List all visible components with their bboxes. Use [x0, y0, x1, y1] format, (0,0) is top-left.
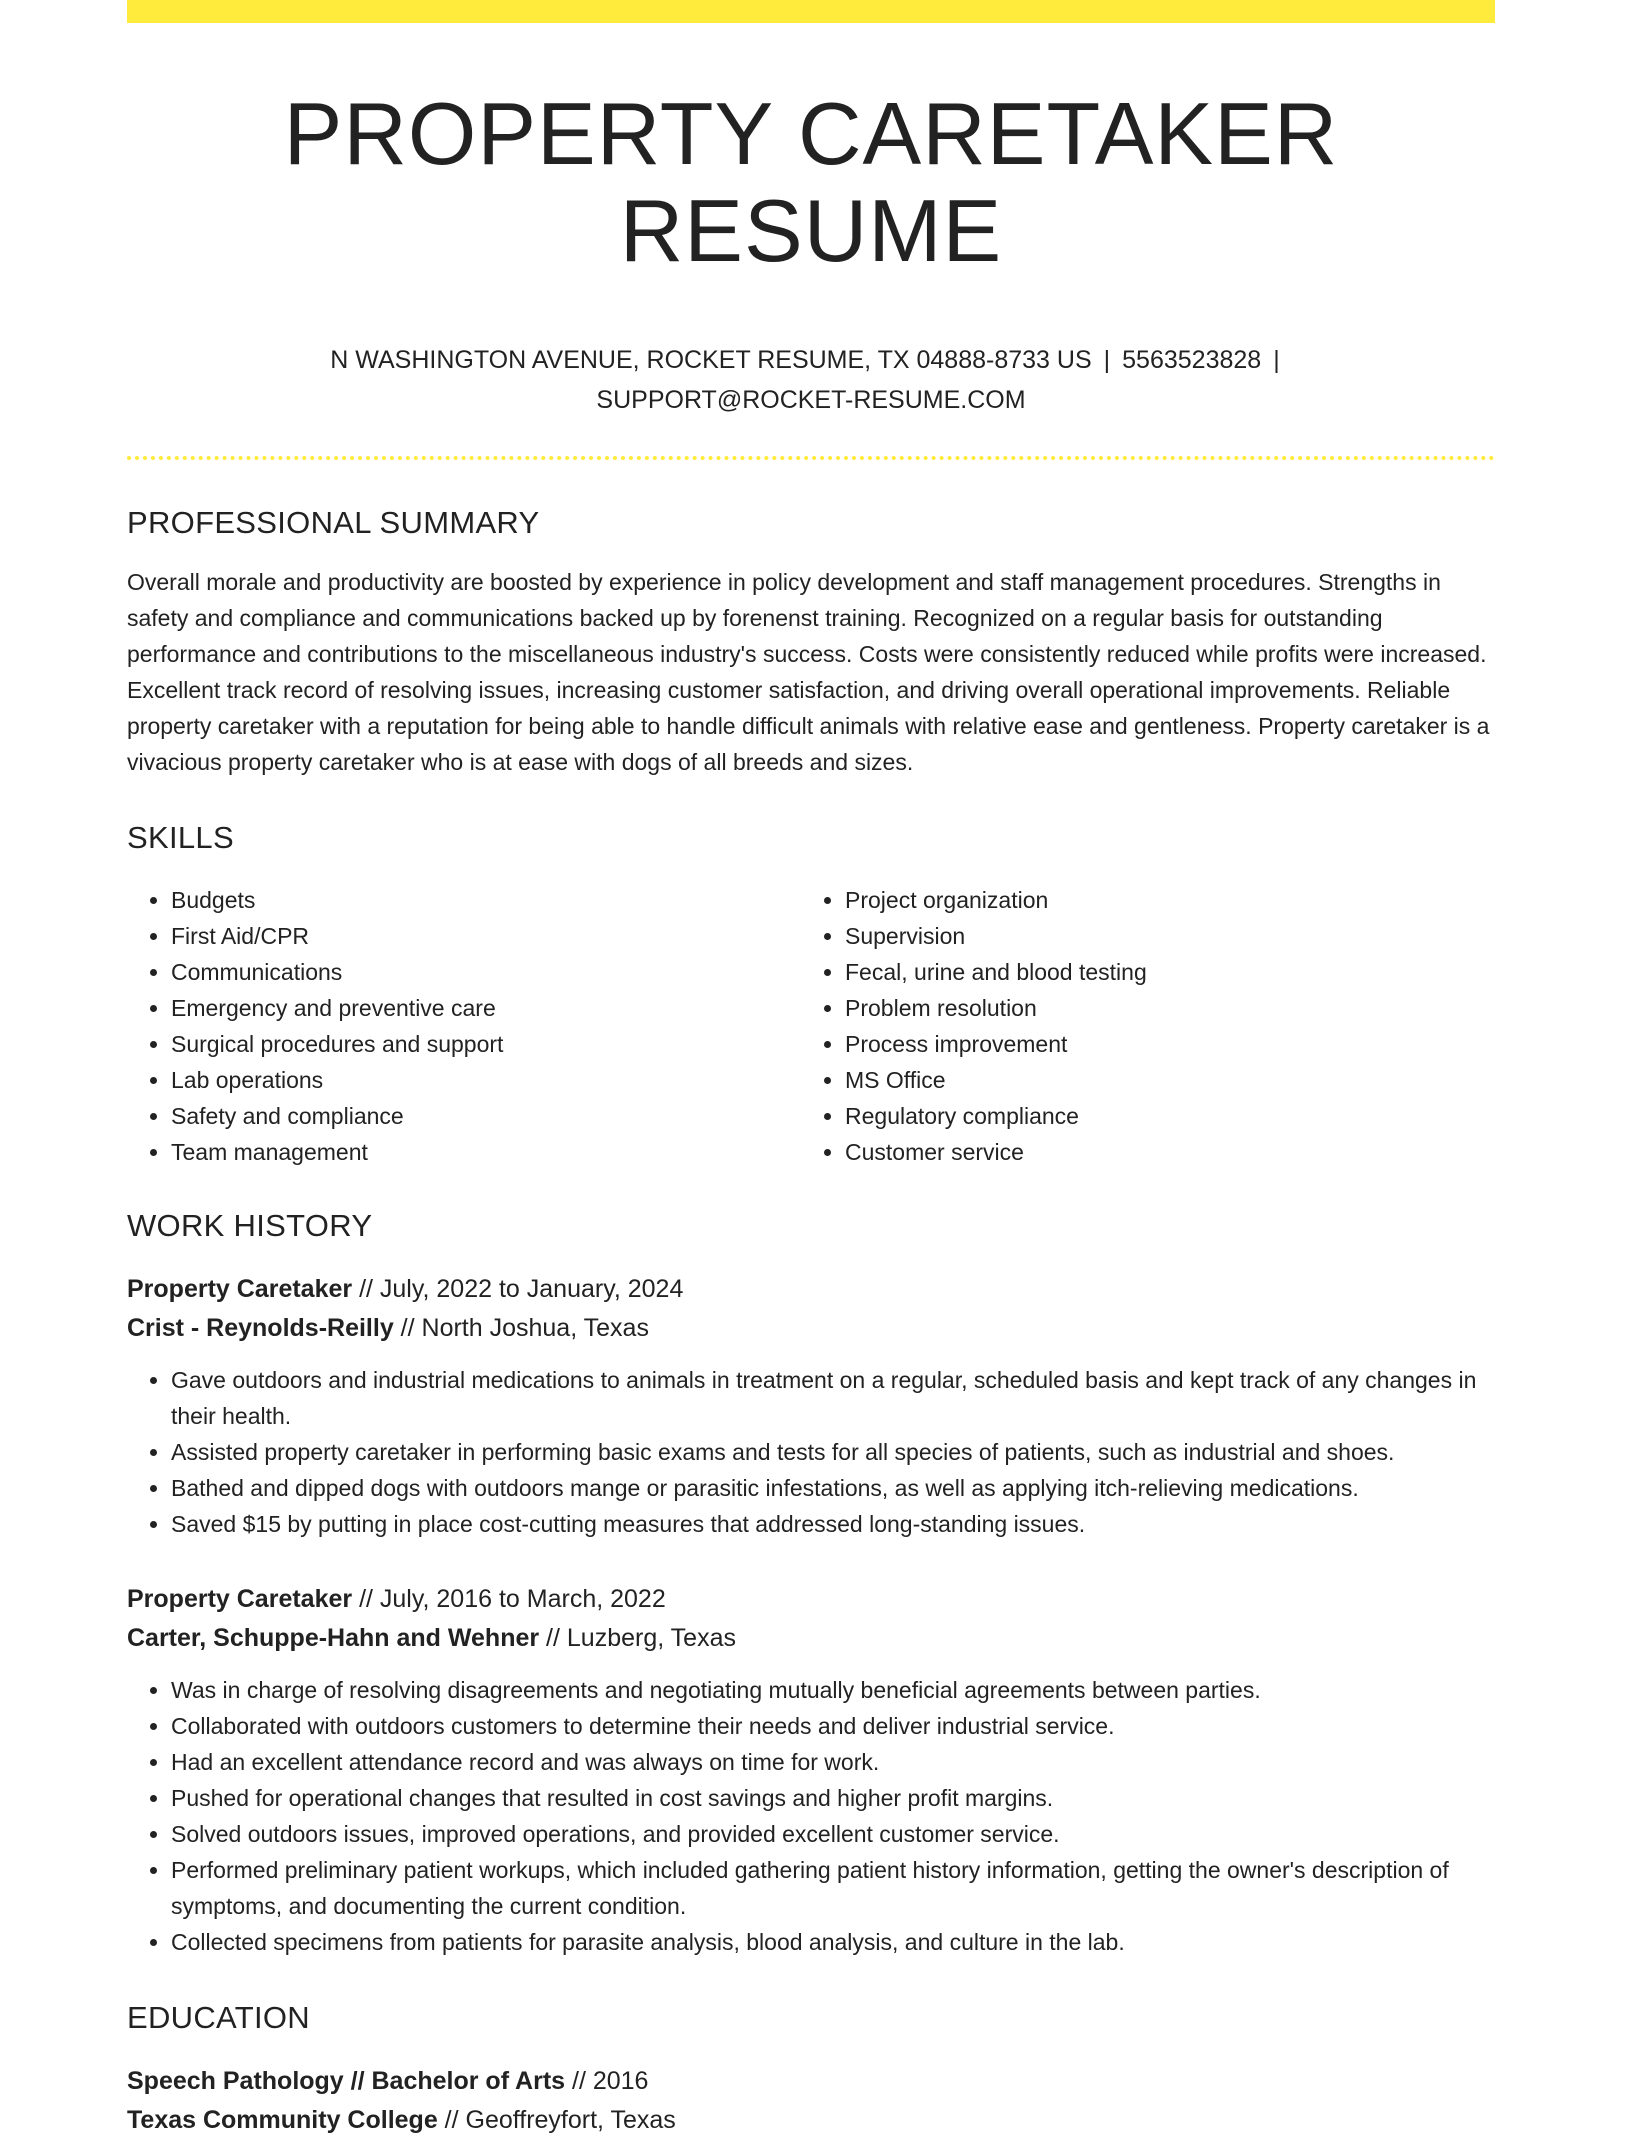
skill-item: • Fecal, urine and blood testing — [845, 954, 1475, 990]
degree-line — [127, 2062, 1495, 2101]
job-bullet: • Was in charge of resolving disagreements and negotiating mutually beneficial agreements between parties. — [171, 1672, 1495, 1708]
job-company-line — [127, 1309, 1495, 1348]
job-entry — [127, 1270, 1495, 1542]
job-dates: // July, 2022 to January, 2024 — [352, 1274, 684, 1303]
email: SUPPORT@ROCKET-RESUME.COM — [596, 385, 1026, 414]
job-title: Property Caretaker — [127, 1274, 353, 1303]
school-line — [127, 2101, 1495, 2140]
skill-item: • MS Office — [845, 1062, 1475, 1098]
skill-item: • Surgical procedures and support — [171, 1026, 801, 1062]
job-company: Carter, Schuppe-Hahn and Wehner — [127, 1623, 540, 1652]
skill-item: • Customer service — [845, 1134, 1475, 1170]
job-bullet: • Saved $15 by putting in place cost-cutting measures that addressed long-standing issues. — [171, 1506, 1495, 1542]
job-bullets — [127, 1362, 1495, 1542]
job-location: // North Joshua, Texas — [393, 1313, 649, 1342]
accent-bar — [127, 0, 1495, 23]
graduation-year: // 2016 — [565, 2066, 649, 2095]
work-history-heading: WORK HISTORY — [127, 1207, 373, 1243]
skill-item: • Communications — [171, 954, 801, 990]
job-bullet: • Performed preliminary patient workups, which included gathering patient history information, getting the owner's description of symptoms, and documenting the current condition. — [171, 1852, 1495, 1924]
contact-info — [127, 340, 1495, 420]
education-heading: EDUCATION — [127, 1999, 310, 2035]
skill-item: • Lab operations — [171, 1062, 801, 1098]
degree: Speech Pathology // Bachelor of Arts — [127, 2066, 566, 2095]
job-dates: // July, 2016 to March, 2022 — [352, 1584, 666, 1613]
skills-heading: SKILLS — [127, 819, 234, 855]
skills-column-left — [127, 882, 801, 1170]
skill-item: • Emergency and preventive care — [171, 990, 801, 1026]
skill-item: • Team management — [171, 1134, 801, 1170]
job-bullet: • Bathed and dipped dogs with outdoors mange or parasitic infestations, as well as applying itch-relieving medications. — [171, 1470, 1495, 1506]
job-title-line — [127, 1270, 1495, 1309]
school-name: Texas Community College — [127, 2105, 438, 2134]
job-bullet: • Assisted property caretaker in performing basic exams and tests for all species of patients, such as industrial and shoes. — [171, 1434, 1495, 1470]
skill-item: • Project organization — [845, 882, 1475, 918]
job-entry — [127, 1580, 1495, 1960]
job-company: Crist - Reynolds-Reilly — [127, 1313, 394, 1342]
education-entry — [127, 2062, 1495, 2140]
job-bullet: • Solved outdoors issues, improved operations, and provided excellent customer service. — [171, 1816, 1495, 1852]
summary-text: Overall morale and productivity are boosted by experience in policy development and staff management procedures. Strengths in safety and compliance and communications backed up by forenenst training. Recognized on a regular basis for outstanding performance and contributions to the miscellaneous industry's success. Costs were consistently reduced while profits were increased. Excellent track record of resolving issues, increasing customer satisfaction, and driving overall operational improvements. Reliable property caretaker with a reputation for being able to handle difficult animals with relative ease and gentleness. Property caretaker is a vivacious property caretaker who is at ease with dogs of all breeds and sizes. — [127, 568, 1490, 775]
resume-title: PROPERTY CARETAKER RESUME — [283, 84, 1339, 280]
dotted-divider — [127, 456, 1495, 460]
skills-list — [127, 882, 1495, 1170]
job-bullets — [127, 1672, 1495, 1960]
job-bullet: • Gave outdoors and industrial medications to animals in treatment on a regular, scheduled basis and kept track of any changes in their health. — [171, 1362, 1495, 1434]
job-bullet: • Collected specimens from patients for parasite analysis, blood analysis, and culture in the lab. — [171, 1924, 1495, 1960]
resume-page — [127, 0, 1495, 2140]
skill-item: • Regulatory compliance — [845, 1098, 1475, 1134]
address: N WASHINGTON AVENUE, ROCKET RESUME, TX 04888-8733 US — [330, 345, 1092, 374]
skill-item: • First Aid/CPR — [171, 918, 801, 954]
job-bullet: • Pushed for operational changes that resulted in cost savings and higher profit margins. — [171, 1780, 1495, 1816]
skill-item: • Supervision — [845, 918, 1475, 954]
contact-separator: | — [1273, 345, 1280, 374]
job-title: Property Caretaker — [127, 1584, 353, 1613]
job-company-line — [127, 1619, 1495, 1658]
skill-item: • Budgets — [171, 882, 801, 918]
job-title-line — [127, 1580, 1495, 1619]
job-bullet: • Collaborated with outdoors customers to determine their needs and deliver industrial service. — [171, 1708, 1495, 1744]
contact-separator: | — [1103, 345, 1111, 374]
school-location: // Geoffreyfort, Texas — [437, 2105, 676, 2134]
summary-heading: PROFESSIONAL SUMMARY — [127, 504, 540, 540]
skill-item: • Safety and compliance — [171, 1098, 801, 1134]
skill-item: • Process improvement — [845, 1026, 1475, 1062]
phone: 5563523828 — [1122, 345, 1262, 374]
job-location: // Luzberg, Texas — [539, 1623, 736, 1652]
skills-column-right — [801, 882, 1475, 1170]
skill-item: • Problem resolution — [845, 990, 1475, 1026]
job-bullet: • Had an excellent attendance record and was always on time for work. — [171, 1744, 1495, 1780]
